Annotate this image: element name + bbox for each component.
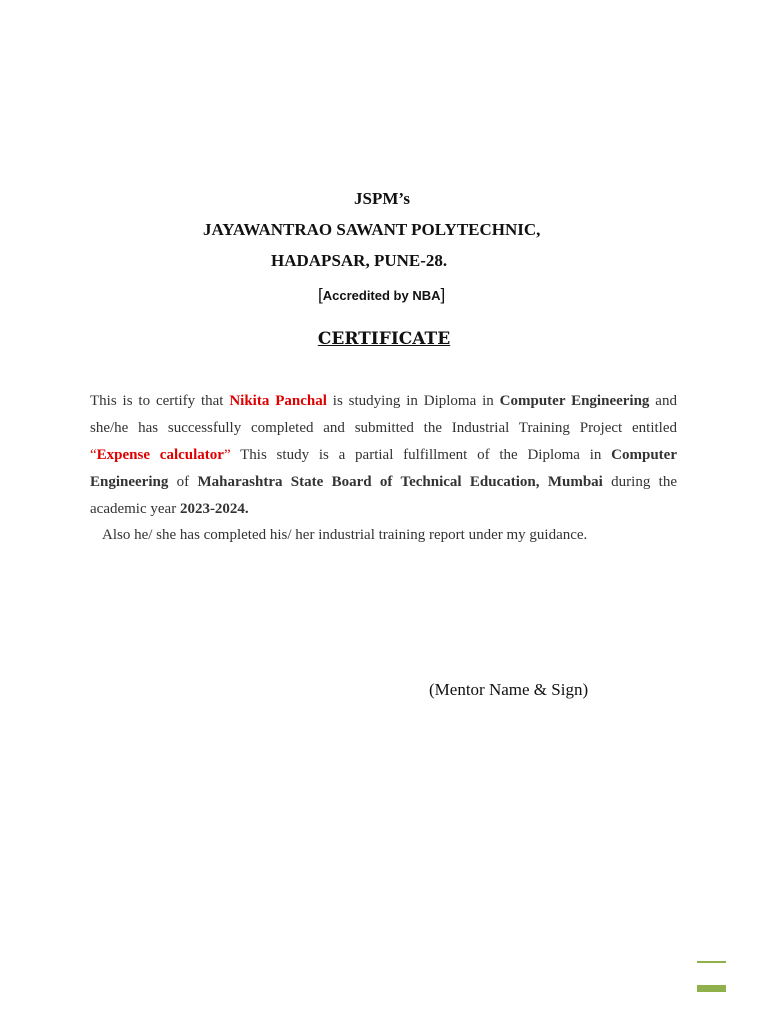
body-text: during the academic year (90, 474, 677, 517)
accreditation-text: Accredited by NBA (322, 288, 441, 303)
accreditation-line (318, 285, 445, 305)
certificate-paragraph (90, 388, 677, 523)
institution-location: HADAPSAR, PUNE-28. (271, 251, 448, 270)
mentor-signature-label: (Mentor Name & Sign) (429, 680, 589, 699)
accreditation-open-bracket: [ (318, 285, 323, 304)
academic-year: 2023-2024. (179, 501, 249, 517)
board-name: Maharashtra State Board of Technical Education, Mumbai (197, 474, 603, 490)
body-text: is studying in Diploma in (326, 393, 500, 409)
institution-name: JAYAWANTRAO SAWANT POLYTECHNIC, (203, 220, 541, 239)
student-name: Nikita Panchal (229, 393, 327, 409)
footer-rule-thin (697, 961, 726, 963)
branch-name-2: Computer Engineering (90, 447, 677, 490)
body-text: and she/he has successfully completed and submitted the Industrial Training Project entitled (90, 393, 677, 436)
accreditation-close-bracket: ] (440, 285, 446, 304)
body-text: This is to certify that (90, 393, 230, 409)
quote-open: “ (90, 447, 97, 463)
footer-rule-thick (697, 985, 726, 992)
guidance-paragraph: Also he/ she has completed his/ her industrial training report under my guidance. (102, 527, 588, 543)
branch-name: Computer Engineering (499, 393, 650, 409)
project-title: Expense calculator (96, 447, 224, 463)
quote-close: ” (223, 447, 231, 463)
body-text: of (168, 474, 198, 490)
body-text: This study is a partial fulfillment of the Diploma in (230, 447, 612, 463)
certificate-title: CERTIFICATE (317, 329, 451, 349)
institution-short-name: JSPM’s (354, 189, 411, 208)
